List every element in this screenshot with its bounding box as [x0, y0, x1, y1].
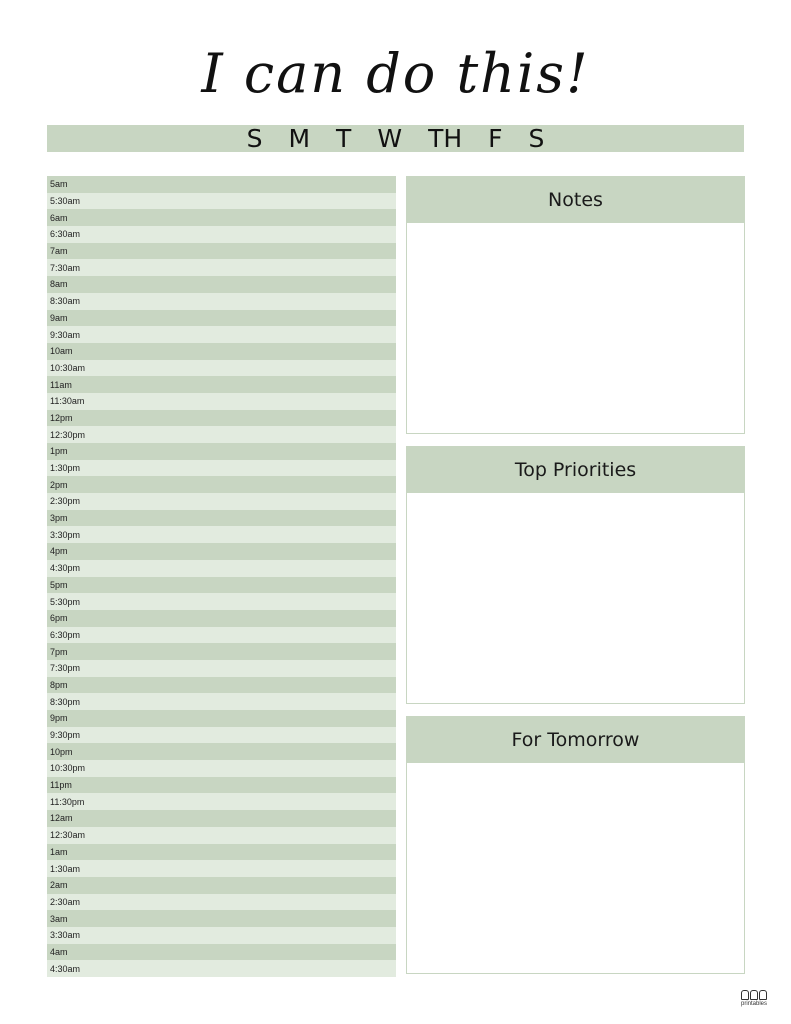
- top-priorities-writing-area[interactable]: [407, 493, 744, 703]
- time-slot-row[interactable]: [47, 376, 396, 393]
- time-label: 5:30pm: [50, 596, 81, 607]
- day-wednesday[interactable]: W: [377, 124, 403, 153]
- time-label: 6pm: [50, 613, 68, 624]
- day-monday[interactable]: M: [288, 124, 311, 153]
- time-slot-row[interactable]: [47, 960, 396, 977]
- day-friday[interactable]: F: [488, 124, 503, 153]
- time-label: 10:30pm: [50, 763, 86, 774]
- time-slot-row[interactable]: [47, 777, 396, 794]
- time-label: 3:30pm: [50, 529, 81, 540]
- time-label: 1:30am: [50, 863, 81, 874]
- page-title: I can do this!: [201, 42, 590, 105]
- time-slot-row[interactable]: [47, 693, 396, 710]
- time-slot-row[interactable]: [47, 910, 396, 927]
- time-slot-row[interactable]: [47, 844, 396, 861]
- time-slot-row[interactable]: [47, 476, 396, 493]
- time-slot-row[interactable]: [47, 276, 396, 293]
- time-label: 6:30pm: [50, 629, 81, 640]
- time-slot-row[interactable]: [47, 510, 396, 527]
- time-label: 8am: [50, 279, 68, 290]
- time-label: 2:30am: [50, 896, 81, 907]
- time-label: 12am: [50, 813, 73, 824]
- time-label: 3pm: [50, 513, 68, 524]
- day-saturday[interactable]: S: [528, 124, 545, 153]
- for-tomorrow-writing-area[interactable]: [407, 763, 744, 973]
- for-tomorrow-panel: [406, 716, 745, 974]
- time-slot-row[interactable]: [47, 310, 396, 327]
- time-slot-row[interactable]: [47, 543, 396, 560]
- time-slot-row[interactable]: [47, 577, 396, 594]
- time-label: 10:30am: [50, 362, 86, 373]
- notes-writing-area[interactable]: [407, 223, 744, 433]
- time-slot-row[interactable]: [47, 793, 396, 810]
- time-slot-row[interactable]: [47, 326, 396, 343]
- time-label: 9pm: [50, 713, 68, 724]
- time-slot-row[interactable]: [47, 710, 396, 727]
- time-slot-row[interactable]: [47, 860, 396, 877]
- time-label: 12:30am: [50, 830, 86, 841]
- time-label: 5:30am: [50, 196, 81, 207]
- time-label: 6am: [50, 212, 68, 223]
- time-slot-row[interactable]: [47, 259, 396, 276]
- day-thursday[interactable]: TH: [428, 124, 463, 153]
- day-tuesday[interactable]: T: [336, 124, 352, 153]
- day-sunday[interactable]: S: [246, 124, 263, 153]
- time-label: 8pm: [50, 679, 68, 690]
- time-slot-row[interactable]: [47, 643, 396, 660]
- time-slot-row[interactable]: [47, 460, 396, 477]
- hourly-schedule: [47, 176, 396, 977]
- time-slot-row[interactable]: [47, 343, 396, 360]
- time-slot-row[interactable]: [47, 593, 396, 610]
- time-label: 11:30pm: [50, 796, 85, 807]
- time-label: 8:30am: [50, 296, 81, 307]
- time-slot-row[interactable]: [47, 410, 396, 427]
- time-label: 3:30am: [50, 930, 81, 941]
- time-label: 11pm: [50, 780, 72, 791]
- time-label: 7pm: [50, 646, 68, 657]
- time-slot-row[interactable]: [47, 760, 396, 777]
- time-slot-row[interactable]: [47, 610, 396, 627]
- time-label: 4:30pm: [50, 563, 81, 574]
- time-label: 9:30am: [50, 329, 81, 340]
- time-label: 3am: [50, 913, 68, 924]
- time-slot-row[interactable]: [47, 660, 396, 677]
- time-label: 7:30am: [50, 262, 81, 273]
- brand-text: printables: [740, 1001, 767, 1007]
- time-label: 1am: [50, 846, 68, 857]
- notes-heading: Notes: [407, 177, 744, 223]
- time-slot-row[interactable]: [47, 243, 396, 260]
- time-slot-row[interactable]: [47, 426, 396, 443]
- time-slot-row[interactable]: [47, 176, 396, 193]
- for-tomorrow-heading: For Tomorrow: [407, 717, 744, 763]
- time-slot-row[interactable]: [47, 827, 396, 844]
- time-label: 4:30am: [50, 963, 81, 974]
- time-label: 12pm: [50, 412, 73, 423]
- time-slot-row[interactable]: [47, 526, 396, 543]
- time-slot-row[interactable]: [47, 677, 396, 694]
- time-label: 9am: [50, 312, 68, 323]
- time-slot-row[interactable]: [47, 193, 396, 210]
- time-label: 1:30pm: [50, 463, 81, 474]
- time-slot-row[interactable]: [47, 493, 396, 510]
- time-slot-row[interactable]: [47, 627, 396, 644]
- time-label: 2am: [50, 880, 68, 891]
- time-slot-row[interactable]: [47, 293, 396, 310]
- time-label: 9:30pm: [50, 730, 81, 741]
- time-label: 5am: [50, 179, 68, 190]
- time-label: 7:30pm: [50, 663, 81, 674]
- time-slot-row[interactable]: [47, 393, 396, 410]
- brand-logo: [737, 990, 771, 1007]
- time-label: 4am: [50, 946, 68, 957]
- time-label: 10am: [50, 346, 73, 357]
- time-label: 7am: [50, 246, 68, 257]
- time-slot-row[interactable]: [47, 727, 396, 744]
- time-slot-row[interactable]: [47, 810, 396, 827]
- bunny-icon: [737, 990, 771, 1000]
- time-label: 11am: [50, 379, 72, 390]
- time-slot-row[interactable]: [47, 209, 396, 226]
- time-slot-row[interactable]: [47, 743, 396, 760]
- time-slot-row[interactable]: [47, 894, 396, 911]
- time-label: 8:30pm: [50, 696, 81, 707]
- time-label: 11:30am: [50, 396, 85, 407]
- time-label: 5pm: [50, 579, 68, 590]
- time-slot-row[interactable]: [47, 560, 396, 577]
- time-label: 4pm: [50, 546, 68, 557]
- notes-panel: [406, 176, 745, 434]
- time-slot-row[interactable]: [47, 944, 396, 961]
- time-slot-row[interactable]: [47, 360, 396, 377]
- time-label: 1pm: [50, 446, 68, 457]
- time-slot-row[interactable]: [47, 443, 396, 460]
- time-label: 10pm: [50, 746, 73, 757]
- top-priorities-panel: [406, 446, 745, 704]
- time-slot-row[interactable]: [47, 877, 396, 894]
- time-slot-row[interactable]: [47, 927, 396, 944]
- time-label: 2:30pm: [50, 496, 81, 507]
- time-label: 2pm: [50, 479, 68, 490]
- top-priorities-heading: Top Priorities: [407, 447, 744, 493]
- time-label: 12:30pm: [50, 429, 86, 440]
- days-of-week-bar: [47, 125, 744, 152]
- time-slot-row[interactable]: [47, 226, 396, 243]
- time-label: 6:30am: [50, 229, 81, 240]
